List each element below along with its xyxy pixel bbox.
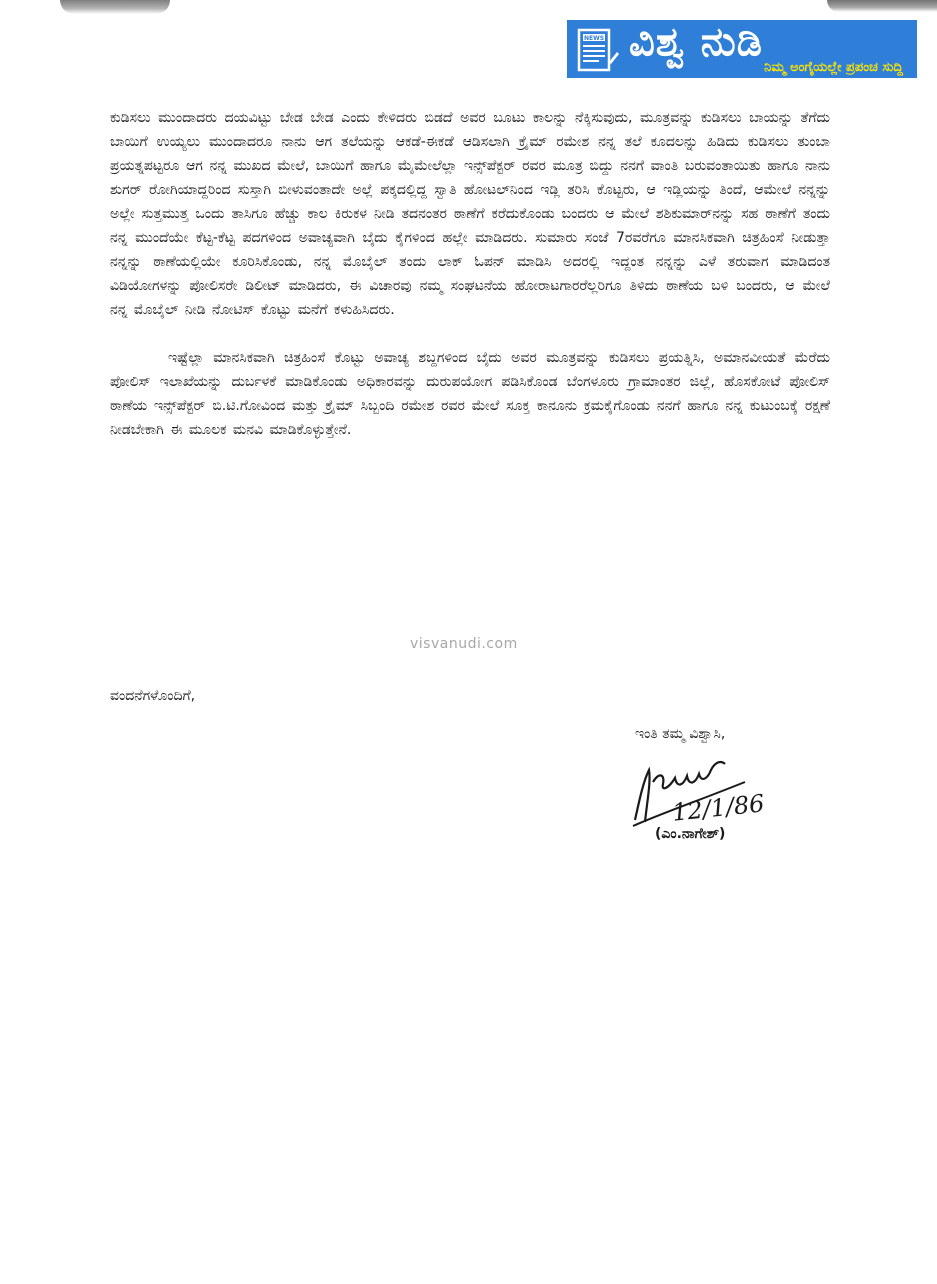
letter-paragraph-2: ಇಷ್ಟೆಲ್ಲಾ ಮಾನಸಿಕವಾಗಿ ಚಿತ್ರಹಿಂಸೆ ಕೊಟ್ಟು ಅವಾಚ್ಯ ಶಬ್ದಗಳಿಂದ ಬೈದು ಅವರ ಮೂತ್ರವನ್ನು ಕುಡಿಸಲು ಪ್ರಯತ್ನಿಸಿ, ಅಮಾನವೀಯತೆ ಮೆರೆದು ಪೋಲಿಸ್ ಇಲಾಖೆಯನ್ನು ದುರ್ಬಳಕೆ ಮಾಡಿಕೊಂಡು ಅಧಿಕಾರವನ್ನು ದುರುಪಯೋಗ ಪಡಿಸಿಕೊಂಡ ಬೆಂಗಳೂರು ಗ್ರಾಮಾಂತರ ಜಿಲ್ಲೆ, ಹೊಸಕೋಟೆ ಪೋಲಿಸ್ ಠಾಣೆಯ ಇನ್ಸ್‌ಪೆಕ್ಟರ್ ಬಿ.ಟಿ.ಗೋವಿಂದ ಮತ್ತು ಕ್ರೈಮ್ ಸಿಬ್ಬಂದಿ ರಮೇಶ ರವರ ಮೇಲೆ ಸೂಕ್ತ ಕಾನೂನು ಕ್ರಮಕೈಗೊಂಡು ನನಗೆ ಹಾಗೂ ನನ್ನ ಕುಟುಂಬಕ್ಕೆ ರಕ್ಷಣೆ ನೀಡಬೇಕಾಗಿ ಈ ಮೂಲಕ ಮನವಿ ಮಾಡಿಕೊಳ್ಳುತ್ತೇನೆ.: [110, 350, 830, 438]
scan-shadow-right: [827, 0, 937, 12]
logo-icon-label: NEWS: [583, 35, 605, 42]
letter-paragraph-1: ಕುಡಿಸಲು ಮುಂದಾದರು ದಯವಿಟ್ಟು ಬೇಡ ಬೇಡ ಎಂದು ಕೇಳಿದರು ಬಿಡದೆ ಅವರ ಬೂಟು ಕಾಲನ್ನು ನೆಕ್ಕಿಸುವುದು, ಮೂತ್ರವನ್ನು ಕುಡಿಸಲು ಬಾಯನ್ನು ತೆಗೆದು ಬಾಯಿಗೆ ಉಯ್ಯಲು ಮುಂದಾದರೂ ನಾನು ಆಗ ತಲೆಯನ್ನು ಆಕಡೆ-ಈಕಡೆ ಆಡಿಸಲಾಗಿ ಕ್ರೈಮ್ ರಮೇಶ ನನ್ನ ತಲೆ ಕೂದಲನ್ನು ಹಿಡಿದು ಕುಡಿಸಲು ತುಂಬಾ ಪ್ರಯತ್ನಪಟ್ಟರೂ ಆಗ ನನ್ನ ಮುಖದ ಮೇಲೆ, ಬಾಯಿಗೆ ಹಾಗೂ ಮೈಮೇಲೆಲ್ಲಾ ಇನ್ಸ್‌ಪೆಕ್ಟರ್ ರವರ ಮೂತ್ರ ಬಿದ್ದು ನನಗೆ ವಾಂತಿ ಬರುವಂತಾಯಿತು ಹಾಗೂ ನಾನು ಶುಗರ್ ರೋಗಿಯಾದ್ದರಿಂದ ಸುಸ್ತಾಗಿ ಬೀಳುವಂತಾದೇ ಅಲ್ಲೆ ಪಕ್ಕದಲ್ಲಿದ್ದ ಸ್ವಾತಿ ಹೋಟಲ್‌ನಿಂದ ಇಡ್ಲಿ ತರಿಸಿ ಕೊಟ್ಟರು, ಆ ಇಡ್ಲಿಯನ್ನು ತಿಂದೆ, ಆಮೇಲೆ ನನ್ನನ್ನು ಅಲ್ಲೇ ಸುತ್ತಮುತ್ತ ಒಂದು ತಾಸಿಗೂ ಹೆಚ್ಚು ಕಾಲ ಕಿರುಕಳ ನೀಡಿ ತದನಂತರ ಠಾಣೆಗೆ ಕರೆದುಕೊಂಡು ಬಂದರು ಆ ಮೇಲೆ ಶಶಿಕುಮಾರ್‌ನನ್ನು ಸಹ ಠಾಣೆಗೆ ತಂದು ನನ್ನ ಮುಂದೆಯೇ ಕೆಟ್ಟ-ಕೆಟ್ಟ ಪದಗಳಿಂದ ಅವಾಚ್ಯವಾಗಿ ಬೈದು ಕೈಗಳಿಂದ ಹಲ್ಲೇ ಮಾಡಿದರು. ಸುಮಾರು ಸಂಜೆ 7ರವರೆಗೂ ಮಾನಸಿಕವಾಗಿ ಚಿತ್ರಹಿಂಸೆ ನೀಡುತ್ತಾ ನನ್ನನ್ನು ಠಾಣೆಯಲ್ಲಿಯೇ ಕೂರಿಸಿಕೊಂಡು, ನನ್ನ ಮೊಬೈಲ್ ತಂದು ಲಾಕ್ ಓಪನ್ ಮಾಡಿಸಿ ಅದರಲ್ಲಿ ಇದ್ದಂತ ನನ್ನನ್ನು ಎಳೆ ತರುವಾಗ ಮಾಡಿದಂತ ವಿಡಿಯೋಗಳನ್ನು ಪೋಲಿಸರೇ ಡಿಲೀಟ್ ಮಾಡಿದರು, ಈ ವಿಚಾರವು ನಮ್ಮ ಸಂಘಟನೆಯ ಹೋರಾಟಗಾರರೆಲ್ಲರಿಗೂ ತಿಳಿದು ಠಾಣೆಯ ಬಳಿ ಬಂದರು, ಆ ಮೇಲೆ ನನ್ನ ಮೊಬೈಲ್ ನೀಡಿ ನೋಟಿಸ್ ಕೊಟ್ಟು ಮನೆಗೆ ಕಳುಹಿಸಿದರು.: [110, 110, 830, 318]
logo-tagline: ನಿಮ್ಮ ಅಂಗೈಯಲ್ಲೇ ಪ್ರಪಂಚ ಸುದ್ದಿ: [764, 60, 903, 75]
logo-title: ವಿಶ್ವ ನುಡಿ: [629, 19, 763, 65]
letter-sign-off: ಇಂತಿ ತಮ್ಮ ವಿಶ್ವಾಸಿ,: [635, 726, 726, 742]
watermark: visvanudi.com: [410, 636, 518, 652]
signatory-name: (ಎಂ.ನಾಗೇಶ್): [655, 826, 726, 842]
letter-closing: ವಂದನೆಗಳೊಂದಿಗೆ,: [110, 688, 196, 704]
letter-body: [110, 106, 830, 442]
scan-shadow-left: [60, 0, 170, 14]
newspaper-icon: [573, 24, 621, 74]
signature-date: 12/1/86: [670, 789, 766, 827]
visvanudi-logo[interactable]: [567, 20, 917, 78]
